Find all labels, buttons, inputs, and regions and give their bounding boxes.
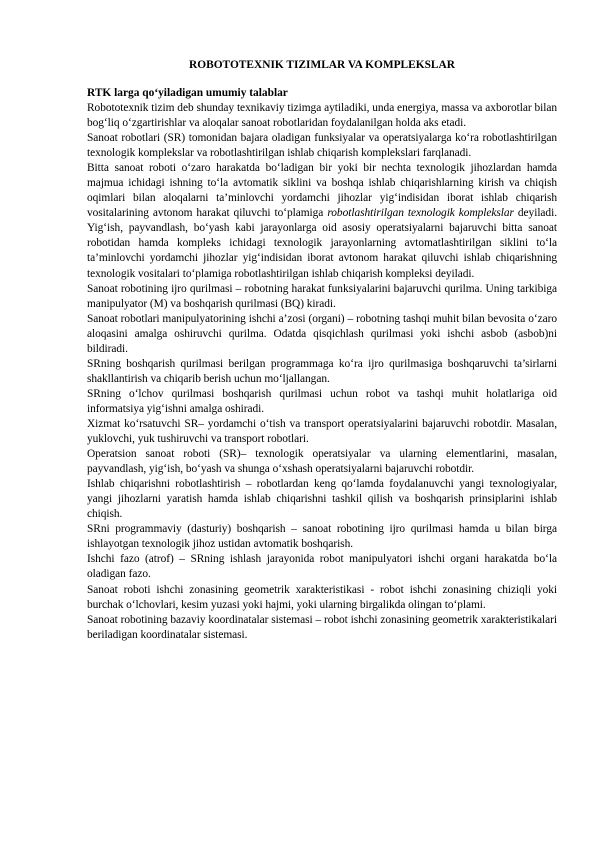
paragraph-robotization: Ishlab chiqarishni robotlashtirish – robotlardan keng qo‘lamda foydalanuvchi yangi texnologiyalar, yangi jihozlarni yaratish hamda ishlab chiqarishni tashkil qilish va boshqarish prinsiplarini ishlab chiqish. (87, 478, 557, 521)
paragraph-executive-device: Sanoat robotining ijro qurilmasi – robotning harakat funksiyalarini bajaruvchi qurilma. Uning tarkibiga manipulyator (M) va boshqarish qurilmasi (BQ) kiradi. (87, 282, 557, 310)
paragraph-service-robot: Xizmat ko‘rsatuvchi SR– yordamchi o‘tish va transport operatsiyalarini bajaruvchi robotdir. Masalan, yuklovchi, yuk tushiruvchi va transport robotlari. (87, 417, 557, 446)
paragraph-geometric-characteristic: Sanoat roboti ishchi zonasining geometrik xarakteristikasi - robot ishchi zonasining chiziqli yoki burchak o‘lchovlari, kesim yuzasi yoki hajmi, yoki ularning birgalikda olingan to‘plami. (87, 583, 557, 611)
paragraph-italic-term: robotlashtirilgan texnologik komplekslar (327, 207, 514, 220)
paragraph-complex-types: Sanoat robotlari (SR) tomonidan bajara oladigan funksiyalar va operatsiyalarga ko‘ra robotlashtirilgan texnologik komplekslar va robotlashtirilgan ishlab chiqarish komplekslari farqlanadi. (87, 132, 557, 160)
section-heading: RTK larga qo‘yiladigan umumiy talablar (87, 87, 288, 99)
document-body (87, 58, 557, 643)
document-title: ROBOTOTEXNIK TIZIMLAR VA KOMPLEKSLAR (189, 59, 455, 71)
paragraph-definition: Robototexnik tizim deb shunday texnikaviy tizimga aytiladiki, unda energiya, massa va axborotlar bilan bog‘liq o‘zgartirishlar va aloqalar sanoat robotlaridan foydalanilgan holda aks etadi. (87, 102, 557, 130)
paragraph-robotic-complex (87, 161, 557, 281)
paragraph-control-device: SRning boshqarish qurilmasi berilgan programmaga ko‘ra ijro qurilmasiga boshqaruvchi ta’sirlarni shakllantirish va chiqarib berish uchun mo‘ljallangan. (87, 357, 557, 385)
paragraph-text-after: deyiladi. Yig‘ish, payvandlash, bo‘yash kabi jarayonlarga oid asosiy operatsiyalarni bajaruvchi bitta sanoat robotidan hamda kompleks ichidagi texnologik jarayonlarning avtomatlashtirilgan siklini to‘la ta’minlovchi yordamchi jihozlar yig‘indisidan iborat avtonom harakat qiluvchi ishlab chiqarishning texnologik vositalari to‘plamiga robotlashtirilgan ishlab chiqarish kompleksi deyiladi. (87, 207, 557, 280)
paragraph-working-space: Ishchi fazo (atrof) – SRning ishlash jarayonida robot manipulyatori ishchi organi harakatda bo‘la oladigan fazo. (87, 553, 557, 581)
paragraph-operational-robot: Operatsion sanoat roboti (SR)– texnologik operatsiyalar va ularning elementlarini, masalan, payvandlash, yig‘ish, bo‘yash va shunga o‘xshash operatsiyalarni bajaruvchi robotdir. (87, 448, 557, 476)
paragraph-program-control: SRni programmaviy (dasturiy) boshqarish – sanoat robotining ijro qurilmasi hamda u bilan birga ishlayotgan texnologik jihoz ustidan avtomatik boshqarish. (87, 523, 557, 551)
paragraph-base-coordinates: Sanoat robotining bazaviy koordinatalar sistemasi – robot ishchi zonasining geometrik xarakteristikalari beriladigan koordinatalar sistemasi. (87, 613, 557, 641)
paragraph-working-organ: Sanoat robotlari manipulyatorining ishchi a’zosi (organi) – robotning tashqi muhit bilan bevosita o‘zaro aloqasini amalga oshiruvchi qurilma. Odatda qisqichlash qurilmasi yoki ishchi asbob (asbob)ni bildiradi. (87, 312, 557, 355)
paragraph-text-before: Bitta sanoat roboti o‘zaro harakatda bo‘ladigan bir yoki bir nechta texnologik jihozlardan hamda majmua ichidagi ishning to‘la avtomatik siklini va boshqa ishlab chiqarishlarning kirish va chiqish oqimlari bilan aloqalarni ta’minlovchi yordamchi jihozlar yig‘indisidan iborat ishlab chiqarish vositalarining avtonom harakat qiluvchi to‘plamiga (87, 162, 557, 220)
paragraph-measuring-device: SRning o‘lchov qurilmasi boshqarish qurilmasi uchun robot va tashqi muhit holatlariga oid informatsiya yig‘ishni amalga oshiradi. (87, 387, 557, 415)
